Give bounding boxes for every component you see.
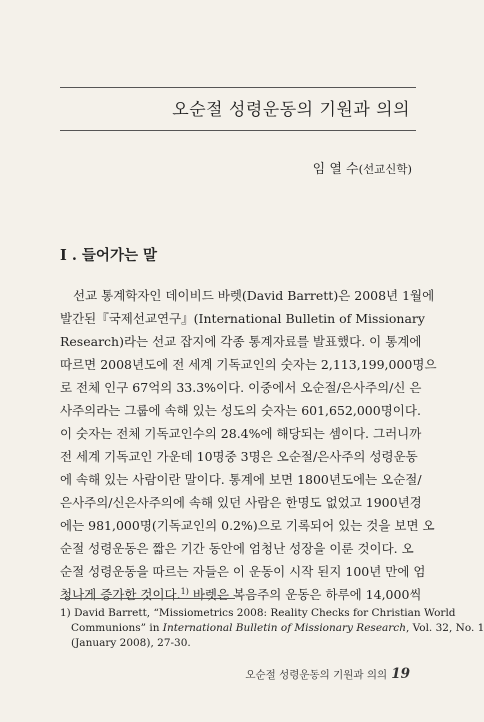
page-number: 19: [391, 666, 410, 682]
paragraph-line: 은사주의/신은사주의에 속해 있던 사람은 한명도 없었고 1900년경: [60, 495, 422, 510]
paragraph-line: 로 전체 인구 67억의 33.3%이다. 이중에서 오순절/은사주의/신 은: [60, 380, 422, 395]
paragraph-line: 순절 성령운동은 짧은 기간 동안에 엄청난 성장을 이룬 것이다. 오: [60, 541, 414, 556]
author-line: [313, 158, 412, 177]
footnote-line: 1) David Barrett, “Missiometrics 2008: Reality Checks for Christian World: [60, 607, 456, 619]
footnote-line: [60, 621, 484, 636]
paragraph-line: 따르면 2008년도에 전 세계 기독교인의 숫자는 2,113,199,000명으: [60, 357, 437, 372]
author-name: 임 열 수: [312, 162, 359, 177]
footnote: [60, 606, 484, 651]
page-footer: [245, 666, 410, 682]
paragraph-line: 에 속해 있는 사람이란 말이다. 통계에 보면 1800년도에는 오순절/: [60, 472, 422, 487]
footnote-journal-title: International Bulletin of Missionary Research: [162, 622, 406, 634]
title-rule-bottom: [60, 130, 416, 131]
title-rule-top: [60, 87, 416, 88]
paragraph-line: 발간된『국제선교연구』(International Bulletin of Missionary: [60, 311, 425, 326]
footnote-line: (January 2008), 27-30.: [71, 637, 191, 649]
paragraph-line: 이 숫자는 전체 기독교인수의 28.4%에 해당되는 셈이다. 그러니까: [60, 426, 422, 441]
author-affiliation: (선교신학): [358, 162, 412, 176]
paragraph-line: Research)라는 선교 잡지에 각종 통계자료를 발표했다. 이 통계에: [60, 334, 422, 349]
paragraph-line: 선교 통계학자인 데이비드 바렛(David Barrett)은 2008년 1월에: [73, 288, 435, 303]
paragraph-line: 전 세계 기독교인 가운데 10명중 3명은 오순절/은사주의 성령운동: [60, 449, 418, 464]
paragraph-line-text: 청나게 증가한 것이다.: [60, 587, 181, 602]
paragraph-line: 에는 981,000명(기독교인의 0.2%)으로 기록되어 있는 것을 보면 오: [60, 518, 435, 533]
footnote-marker: 1): [180, 587, 189, 596]
article-title: 오순절 성령운동의 기원과 의의: [172, 100, 410, 120]
body-paragraph: [60, 284, 437, 606]
paragraph-line-with-footnote: [60, 583, 422, 606]
footnote-rule: [60, 598, 235, 599]
paragraph-line-text: 바렛은 복음주의 운동은 하루에 14,000씩: [192, 587, 422, 602]
paragraph-line: 사주의라는 그룹에 속해 있는 성도의 숫자는 601,652,000명이다.: [60, 403, 421, 418]
section-heading: I . 들어가는 말: [60, 247, 158, 264]
footnote-text: Communions” in: [71, 622, 163, 634]
paragraph-line: 순절 성령운동을 따르는 자들은 이 운동이 시작 된지 100년 만에 엄: [60, 564, 426, 579]
footnote-text: , Vol. 32, No. 1: [405, 622, 484, 634]
running-footer: 오순절 성령운동의 기원과 의의: [245, 669, 388, 681]
